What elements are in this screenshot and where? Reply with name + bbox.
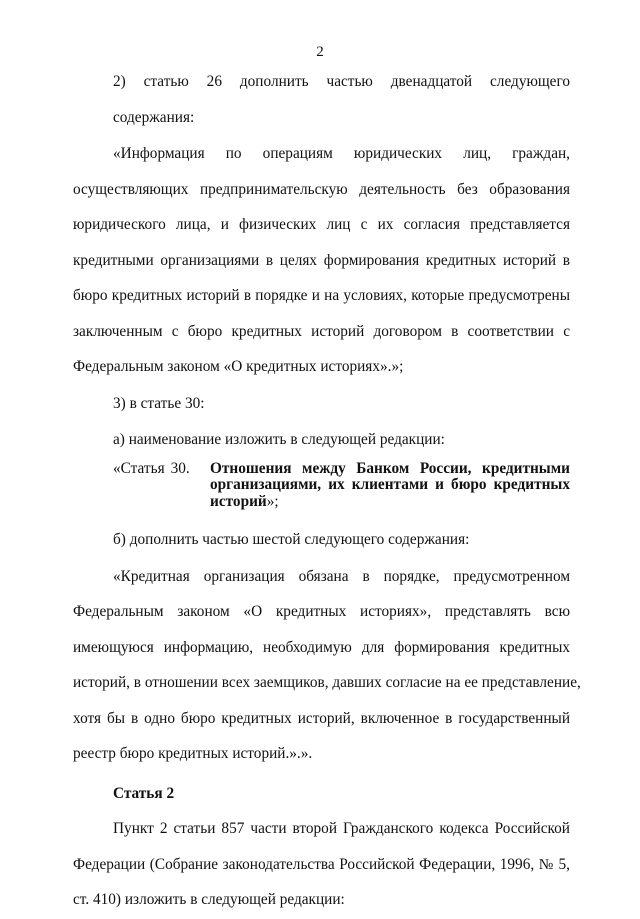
title-line-last [210, 494, 570, 511]
paragraph-article-30: 3) в статье 30: [113, 394, 205, 412]
text-line: юридического лица, и физических лиц с их согласия представляется [73, 216, 570, 233]
quote-lead [73, 461, 210, 511]
text-line: Федерации (Собрание законодательства Российской Федерации, 1996, № 5, [73, 855, 570, 873]
text-line: историй, в отношении всех заемщиков, давших согласие на ее представление, [73, 674, 581, 691]
title-line: организациями, их клиентами и бюро кредитных [210, 476, 570, 493]
title-tail: »; [266, 492, 279, 510]
text-line: бюро кредитных историй в порядке и на условиях, которые предусмотрены [73, 287, 570, 304]
text-line: заключенным с бюро кредитных историй договором в соответствии с [73, 322, 570, 340]
title-line: Отношения между Банком России, кредитными [210, 459, 570, 477]
text-line: осуществляющих предпринимательскую деятельность без образования [73, 180, 570, 198]
paragraph-rename: а) наименование изложить в следующей редакции: [113, 431, 445, 448]
quote-lead-number: 30. [170, 459, 190, 477]
text-line: кредитными организациями в целях формирования кредитных историй в [73, 251, 570, 269]
text-line: Федеральным законом «О кредитных историях», представлять всю [73, 603, 570, 620]
paragraph-article-26-amendment: 2) статью 26 дополнить частью двенадцатой следующего содержания: [113, 73, 570, 126]
document-body [73, 64, 581, 919]
paragraph-information-quote [73, 136, 570, 385]
text-line: реестр бюро кредитных историй.».». [73, 745, 313, 762]
text-line: хотя бы в одно бюро кредитных историй, включенное в государственный [73, 709, 570, 727]
paragraph-credit-org-quote [73, 559, 581, 772]
quote-title [210, 461, 570, 511]
text-line: Пункт 2 статьи 857 части второй Гражданского кодекса Российской [113, 820, 570, 837]
text-line: ст. 410) изложить в следующей редакции: [73, 891, 345, 908]
article-30-title-quote [73, 461, 570, 511]
text-line: Федеральным законом «О кредитных историях».»; [73, 358, 404, 375]
article-heading: Статья 2 [113, 784, 175, 802]
text-line: «Информация по операциям юридических лиц, граждан, [113, 145, 570, 162]
paragraph-part-six: б) дополнить частью шестой следующего содержания: [113, 531, 470, 548]
title-line-text: историй [210, 492, 267, 510]
quote-lead-word: «Статья [113, 459, 165, 477]
paragraph-civil-code [73, 811, 570, 918]
page-number: 2 [316, 44, 324, 60]
text-line: «Кредитная организация обязана в порядке, предусмотренном [113, 567, 570, 585]
text-line: имеющуюся информацию, необходимую для формирования кредитных [73, 638, 570, 656]
